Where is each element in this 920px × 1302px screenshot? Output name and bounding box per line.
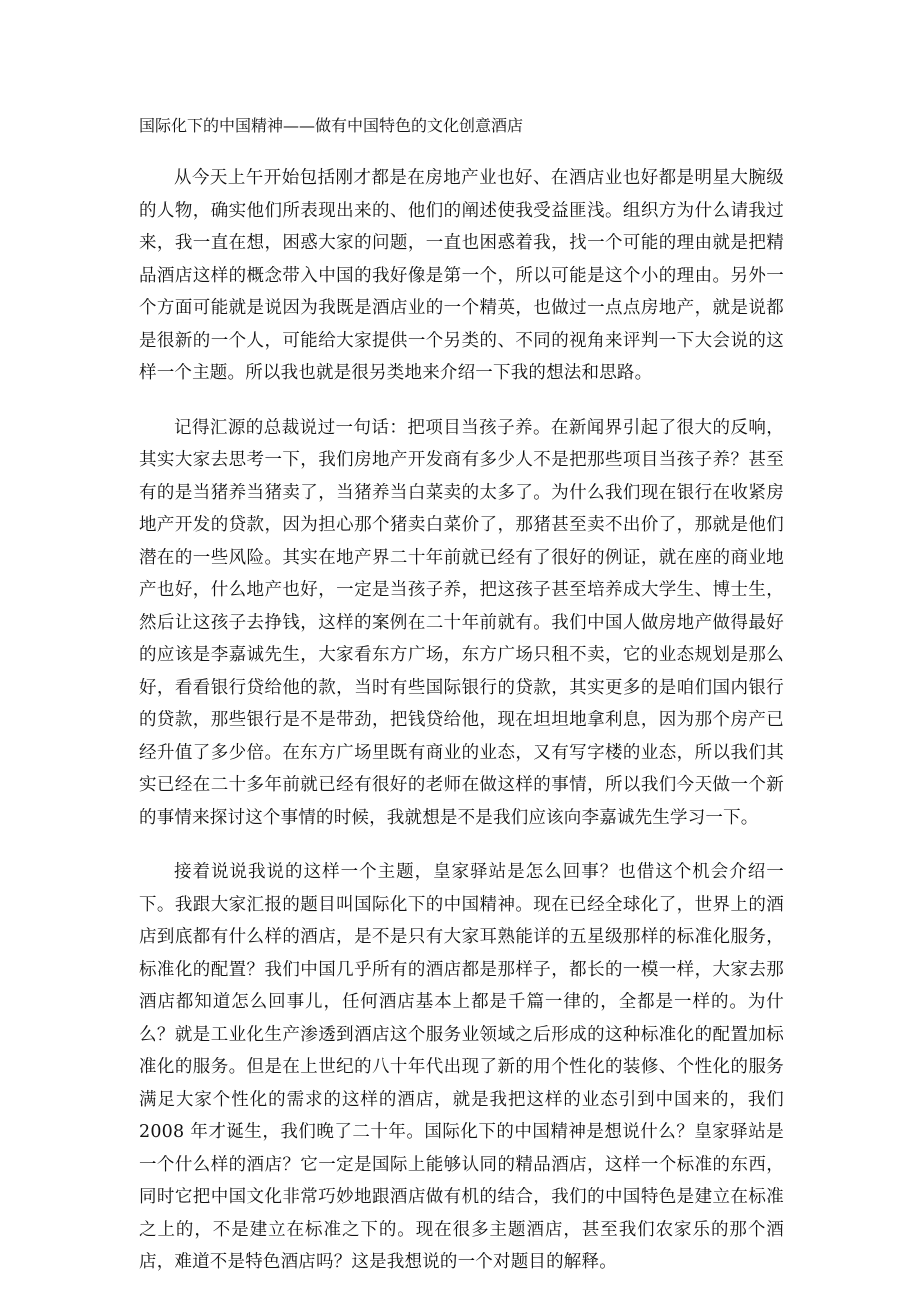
paragraph-3: 接着说说我说的这样一个主题，皇家驿站是怎么回事？也借这个机会介绍一下。我跟大家汇报的题目叫国际化下的中国精神。现在已经全球化了，世界上的酒店到底都有什么样的酒店，是不是只有大家耳熟能详的五星级那样的标准化服务，标准化的配置？我们中国几乎所有的酒店都是那样子，都长的一模一样，大家去那酒店都知道怎么回事儿，任何酒店基本上都是千篇一律的，全都是一样的。为什么？就是工业化生产渗透到酒店这个服务业领域之后形成的这种标准化的配置加标准化的服务。但是在上世纪的八十年代出现了新的用个性化的装修、个性化的服务满足大家个性化的需求的这样的酒店，就是我把这样的业态引到中国来的，我们 2008 年才诞生，我们晚了二十年。国际化下的中国精神是想说什么？皇家驿站是一个什么样的酒店？它一定是国际上能够认同的精品酒店，这样一个标准的东西，同时它把中国文化非常巧妙地跟酒店做有机的结合，我们的中国特色是建立在标准之上的，不是建立在标准之下的。现在很多主题酒店，甚至我们农家乐的那个酒店，难道不是特色酒店吗？这是我想说的一个对题目的解释。 [139, 862, 784, 1272]
paragraph-2: 记得汇源的总裁说过一句话：把项目当孩子养。在新闻界引起了很大的反响，其实大家去思考一下，我们房地产开发商有多少人不是把那些项目当孩子养？甚至有的是当猪养当猪卖了，当猪养当白菜卖的太多了。为什么我们现在银行在收紧房地产开发的贷款，因为担心那个猪卖白菜价了，那猪甚至卖不出价了，那就是他们潜在的一些风险。其实在地产界二十年前就已经有了很好的例证，就在座的商业地产也好，什么地产也好，一定是当孩子养，把这孩子甚至培养成大学生、博士生，然后让这孩子去挣钱，这样的案例在二十年前就有。我们中国人做房地产做得最好的应该是李嘉诚先生，大家看东方广场，东方广场只租不卖，它的业态规划是那么好，看看银行贷给他的款，当时有些国际银行的贷款，其实更多的是咱们国内银行的贷款，那些银行是不是带劲，把钱贷给他，现在坦坦地拿利息，因为那个房产已经升值了多少倍。在东方广场里既有商业的业态，又有写字楼的业态，所以我们其实已经在二十多年前就已经有很好的老师在做这样的事情，所以我们今天做一个新的事情来探讨这个事情的时候，我就想是不是我们应该向李嘉诚先生学习一下。 [139, 417, 784, 828]
document-page [139, 112, 784, 1301]
document-title: 国际化下的中国精神——做有中国特色的文化创意酒店 [139, 116, 524, 135]
paragraph-1: 从今天上午开始包括刚才都是在房地产业也好、在酒店业也好都是明星大腕级的人物，确实他们所表现出来的、他们的阐述使我受益匪浅。组织方为什么请我过来，我一直在想，困惑大家的问题，一直也困惑着我，找一个可能的理由就是把精品酒店这样的概念带入中国的我好像是第一个，所以可能是这个小的理由。另外一个方面可能就是说因为我既是酒店业的一个精英，也做过一点点房地产，就是说都是很新的一个人，可能给大家提供一个另类的、不同的视角来评判一下大会说的这样一个主题。所以我也就是很另类地来介绍一下我的想法和思路。 [139, 168, 784, 383]
